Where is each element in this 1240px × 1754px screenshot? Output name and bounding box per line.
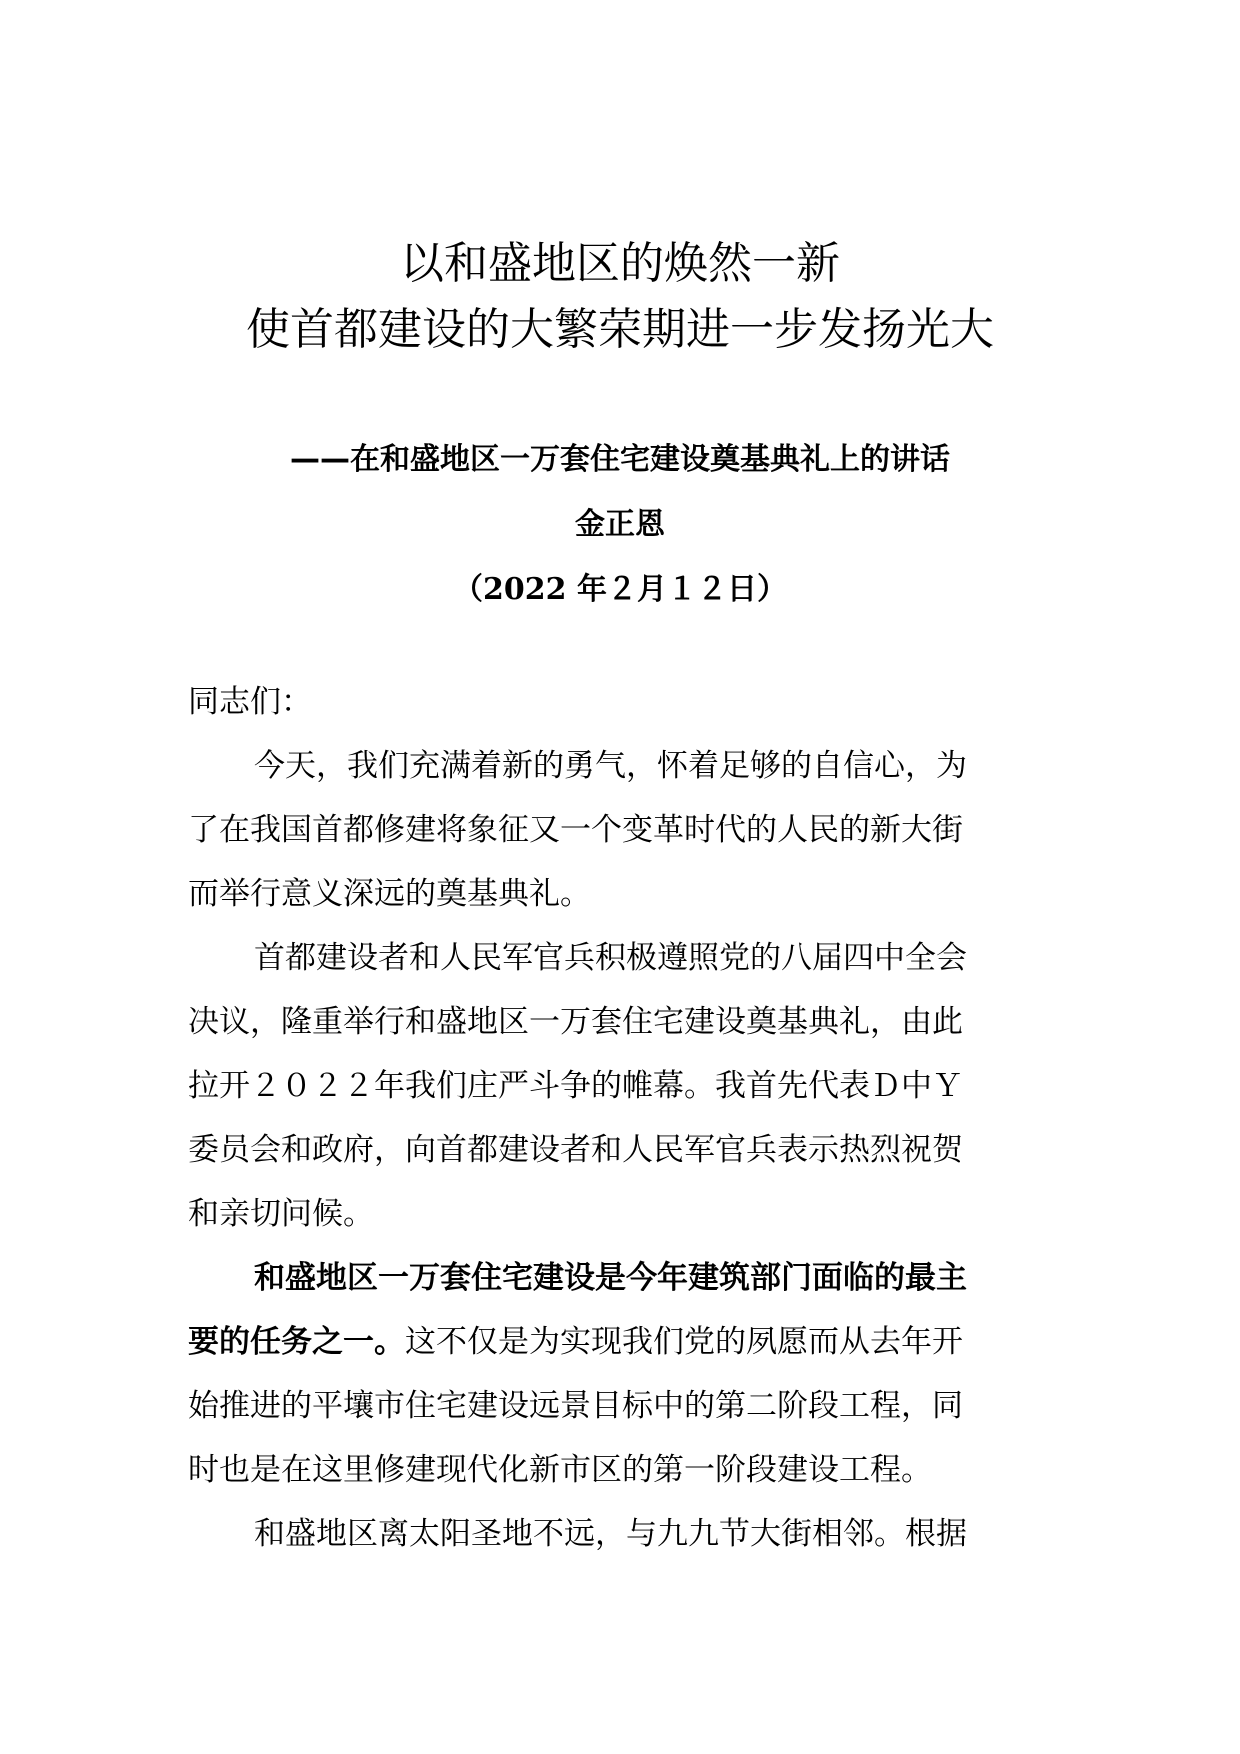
paragraph-2-line: 和亲切问候。 <box>188 1196 374 1232</box>
greeting: 同志们： <box>188 684 312 720</box>
paragraph-2-line: 首都建设者和人民军官兵积极遵照党的八届四中全会 <box>254 940 967 976</box>
speech-occasion: ——在和盛地区一万套住宅建设奠基典礼上的讲话 <box>290 442 950 477</box>
title-line-1: 以和盛地区的焕然一新 <box>400 238 840 289</box>
paragraph-2-line: 决议，隆重举行和盛地区一万套住宅建设奠基典礼，由此 <box>188 1004 963 1040</box>
speech-date: （2022 年２月１２日） <box>453 572 787 607</box>
paragraph-1-line: 今天，我们充满着新的勇气，怀着足够的自信心，为 <box>254 748 967 784</box>
paragraph-3-line: 时也是在这里修建现代化新市区的第一阶段建设工程。 <box>188 1452 932 1488</box>
paragraph-3-line-mixed <box>188 1310 1060 1374</box>
paragraph-2-line: 委员会和政府，向首都建设者和人民军官兵表示热烈祝贺 <box>188 1132 963 1168</box>
speech-body <box>188 670 1060 1566</box>
paragraph-1-line: 而举行意义深远的奠基典礼。 <box>188 876 591 912</box>
paragraph-4-line: 和盛地区离太阳圣地不远，与九九节大街相邻。根据 <box>254 1516 967 1552</box>
paragraph-3-emphasis-end: 要的任务之一。 <box>188 1324 405 1360</box>
title-line-2: 使首都建设的大繁荣期进一步发扬光大 <box>246 304 994 355</box>
paragraph-2-line: 拉开２０２２年我们庄严斗争的帷幕。我首先代表Ｄ中Ｙ <box>188 1068 963 1104</box>
paragraph-3-text: 这不仅是为实现我们党的夙愿而从去年开 <box>405 1324 963 1360</box>
paragraph-3-emphasis-line: 和盛地区一万套住宅建设是今年建筑部门面临的最主 <box>254 1260 967 1296</box>
paragraph-1-line: 了在我国首都修建将象征又一个变革时代的人民的新大街 <box>188 812 963 848</box>
speaker-name: 金正恩 <box>575 507 665 542</box>
paragraph-3-line: 始推进的平壤市住宅建设远景目标中的第二阶段工程，同 <box>188 1388 963 1424</box>
